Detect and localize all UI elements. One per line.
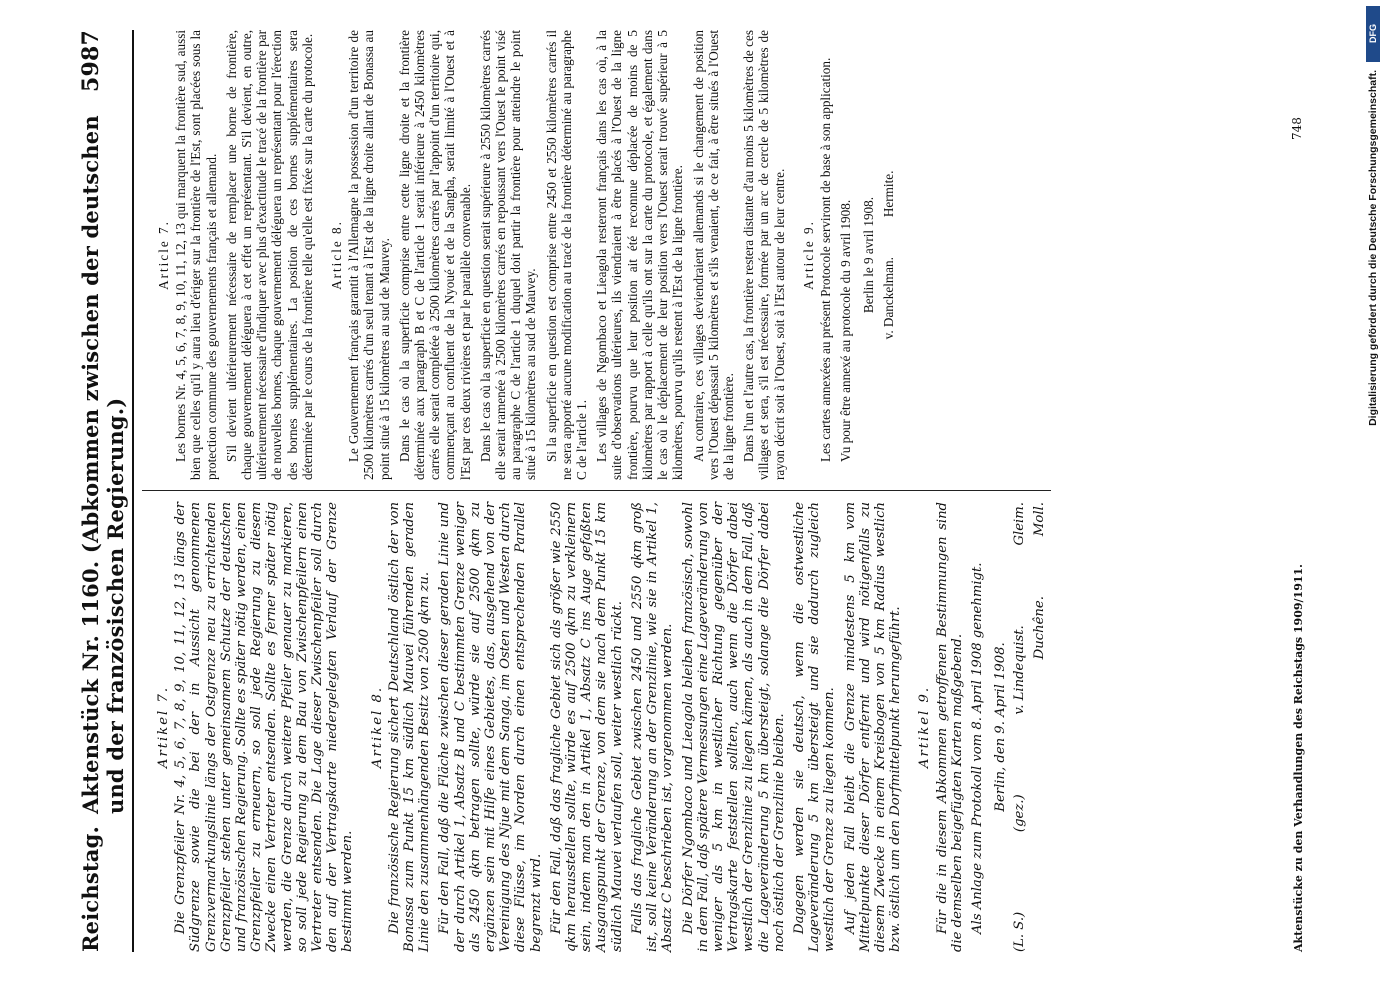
de-article-8-para: Für den Fall, daß das fragliche Gebiet sich als größer wie 2550 qkm herausstellen sollte, würde es auf 2500 qkm zu verkleinern sein, indem man den in Artikel 1, Absatz C ins Auge gefaßten Ausgangspunkt der Grenze, von dem sie nach dem Punkt 15 km südlich Mauvei verlaufen soll, weiter westlich rückt. [548, 502, 625, 952]
fr-article-8-para: Si la superficie en question est comprise entre 2450 et 2550 kilomètres carrés il ne sera apporté aucune modification au tracé de la frontière déterminé au paragraphe C de l'article 1. [543, 30, 590, 480]
de-signatory: v. Lindequist. [1012, 625, 1028, 715]
de-article-8-para: Für den Fall, daß die Fläche zwischen dieser geraden Linie und der durch Artikel 1, Absatz B und C bestimmten Grenze weniger als 2450 qkm betragen sollte, würde sie auf 2500 qkm zu ergänzen sein mit Hilfe eines Gebietes, das, ausgehend von der Vereinigung des Njue mit dem Sanga, im Osten und Westen durch diese Flüsse, im Norden durch einen entsprechenden Parallel begrenzt wird. [437, 502, 544, 952]
de-article-8-para: Die französische Regierung sichert Deutschland östlich der von Bonassa zum Punkt 15 km südlich Mauvei führenden geraden Linie den zusammenhängenden Besitz von 2500 qkm zu. [386, 502, 433, 952]
de-signatures-row [1012, 502, 1027, 952]
fr-article-7-title: Article 7. [156, 220, 171, 290]
de-article-7-text: Die Grenzpfeiler Nr. 4, 5, 6, 7, 8, 9, 10, 11, 12, 13 längs der Südgrenze sowie die bei der in Aussicht genommenen Grenzvermarkungslinie längs der Ostgrenze neu zu errichtenden Grenzpfeiler stehen unter gemeinsamem Schutze der deutschen und französischen Regierung. Sollte es später nötig werden, einen Grenzpfeiler zu erneuern, so soll jede Regierung zu diesem Zwecke einen Vertreter entsenden. Sollte es ferner später nötig werden, die Grenze durch weitere Pfeiler genauer zu markieren, so soll jede Regierung zu dem Bau von Zwischenpfeilern einen Vertreter entsenden. Die Lage dieser Zwischenpfeiler soll durch den auf der Vertragskarte niedergelegten Verlauf der Grenze bestimmt werden. [173, 502, 356, 952]
fr-article-8-para: Dans l'un et l'autre cas, la frontière restera distante d'au moins 5 kilomètres de ces villages et sera, s'il est nécessaire, formée par un arc de cercle de 5 kilomètres de rayon décrit soit à l'Ouest, soit à l'Est autour de leur centre. [741, 30, 787, 480]
de-signatory: Moll. [1031, 502, 1047, 537]
fr-article-8-para: Dans le cas où la superficie en question serait supérieure à 2550 kilomètres carrés elle serait ramenée à 2500 kilomètres carrés en repoussant vers l'Ouest le point visé au paragraphe C de l'article 1 duquel doit partir la frontière pour atteindre le point situé à 15 kilomètres au sud de Mauvey. [477, 30, 539, 480]
dfg-logo: DFG [1366, 6, 1380, 62]
document-page [40, 0, 1330, 1000]
fr-article-8-title: Article 8. [329, 220, 345, 290]
header-left: Reichstag. [78, 826, 103, 952]
de-gez: (gez.) [1012, 794, 1028, 833]
de-signatory: Duchêne. [1031, 596, 1047, 660]
footer-note: Aktenstücke zu den Verhandlungen des Reichstags 1909/1911. [1292, 564, 1305, 952]
de-article-9-para: Für die in diesem Abkommen getroffenen Bestimmungen sind die demselben beigefügten Karten maßgebend. [934, 502, 965, 952]
german-column [142, 502, 1051, 952]
fr-article-9-title: Article 9. [800, 220, 816, 290]
page-number: 5987 [78, 30, 104, 93]
fr-article-8-para: Le Gouvernement français garantit à l'Allemagne la possession d'un territoire de 2500 kilomètres carrés d'un seul tenant à l'Est de la ligne droite allant de Bonassa au point situé à 15 kilomètres au sud de Mauvey. [346, 30, 392, 480]
de-article-8-title: Artikel 8. [369, 685, 385, 769]
fr-article-8-para: Dans le cas où la superficie comprise entre cette ligne droite et la frontière déterminée aux paragraph B et C de l'article 1 serait inférieure à 2450 kilomètres carrés elle serait complétée à 2500 kilomètres carrés par l'appoint d'un territoire qui, commençant au confluent de la Nyoué et de la Sangha, serait limité à l'Ouest et à l'Est par ces deux rivières et par le parallèle convenable. [396, 30, 473, 480]
column-divider [142, 490, 1051, 491]
de-article-8-para: Dagegen werden sie deutsch, wenn die ostwestliche Lageveränderung 5 km übersteigt und sie dadurch zugleich westlich der Grenze zu liegen kommen. [791, 502, 838, 952]
page-header [78, 30, 134, 952]
fr-article-9-para: Vu pour être annexé au protocole du 9 avril 1908. [838, 199, 854, 462]
two-column-body [142, 30, 1051, 952]
fr-date: Berlin le 9 avril 1908. [861, 196, 877, 314]
fr-article-8-para: Les villages de Ngombaco et Lieagola resteront français dans les cas où, à la suite d'observations ultérieures, ils viendraient à être placés à l'Ouest de la ligne frontière, pourvu que leur position ait été reconnue déplacée de moins de 5 kilomètres par rapport à celle qu'ils ont sur la carte du protocole, et également dans le cas où le déplacement de leur position vers l'Ouest serait trouvé supérieur à 5 kilomètres, pourvu qu'ils restent à l'Est de la ligne frontière. [594, 30, 686, 480]
fr-article-8-para: Au contraire, ces villages deviendraient allemands si le changement de position vers l'Ouest dépassait 5 kilomètres et s'ils venaient, de ce fait, à être situés à l'Ouest de la ligne frontière. [690, 30, 736, 480]
de-seal: (L. S.) [1012, 911, 1028, 952]
de-article-8-para: Die Dörfer Ngombaco und Lieagola bleiben französisch, sowohl in dem Fall, daß spätere Vermessungen eine Lageveränderung von weniger als 5 km in westlicher Richtung gegenüber der Vertragskarte feststellen sollten, auch wenn die Dörfer dabei westlich der Grenzlinie zu liegen kämen, als auch in dem Fall, daß die Lageveränderung 5 km übersteigt, solange die Dörfer dabei noch östlich der Grenzlinie bleiben. [680, 502, 787, 952]
fr-article-7-para: Les bornes Nr. 4, 5, 6, 7, 8, 9, 10, 11, 12, 13 qui marquent la frontière sud, aussi bien que celles qu'il y aura lieu d'ériger sur la frontière de l'Est, sont placées sous la protection commune des gouvernements français et allemand. [173, 30, 219, 480]
de-article-8-para: Falls das fragliche Gebiet zwischen 2450 und 2550 qkm groß ist, soll keine Veränderung an der Grenzlinie, wie sie in Artikel 1, Absatz C beschrieben ist, vorgenommen werden. [629, 502, 676, 952]
de-article-7-title: Artikel 7. [156, 685, 171, 769]
de-date: Berlin, den 9. April 1908. [993, 642, 1009, 812]
de-signatory: Gleim. [1012, 502, 1028, 546]
fr-article-7-para: S'il devient ultérieurement nécessaire de remplacer une borne de frontière, chaque gouvernement déléguera à cet effet un représentant. S'il devient, en outre, ultérieurement nécessaire d'indiquer avec plus d'exactitude le tracé de la frontière par de nouvelles bornes, chaque gouvernement déléguera un représentant pour l'érection des bornes supplémentaires. La position de ces bornes supplémentaires sera déterminée par le cours de la frontière telle qu'elle est fixée sur la carte du protocole. [223, 30, 315, 480]
digitization-credit: Digitalisierung gefördert durch die Deutsche Forschungsgemeinschaft. [1367, 70, 1379, 426]
de-article-8-para: Auf jeden Fall bleibt die Grenze mindestens 5 km vom Mittelpunkte dieser Dörfer entfernt und wird nötigenfalls zu diesem Zwecke in einem Kreisbogen von 5 km Radius westlich bzw. östlich um den Dorfmittelpunkt herumgeführt. [842, 502, 904, 952]
fr-article-9-para: Les cartes annexées au présent Protocole serviront de base à son application. [817, 57, 833, 462]
de-article-9-title: Artikel 9. [917, 685, 933, 769]
de-signatures-row [1032, 502, 1047, 952]
de-article-9-para: Als Anlage zum Protokoll vom 8. April 1908 genehmigt. [969, 562, 985, 934]
sheet-number: 748 [1290, 117, 1304, 140]
fr-signatory: Hermite. [880, 170, 896, 218]
french-column [142, 30, 1051, 480]
fr-signatory: v. Danckelman. [880, 257, 896, 340]
header-title: Aktenstück Nr. 1160. (Abkommen zwischen der deutschen und der französischen Regierung.) [78, 115, 128, 815]
fr-signatures-row [881, 30, 896, 480]
